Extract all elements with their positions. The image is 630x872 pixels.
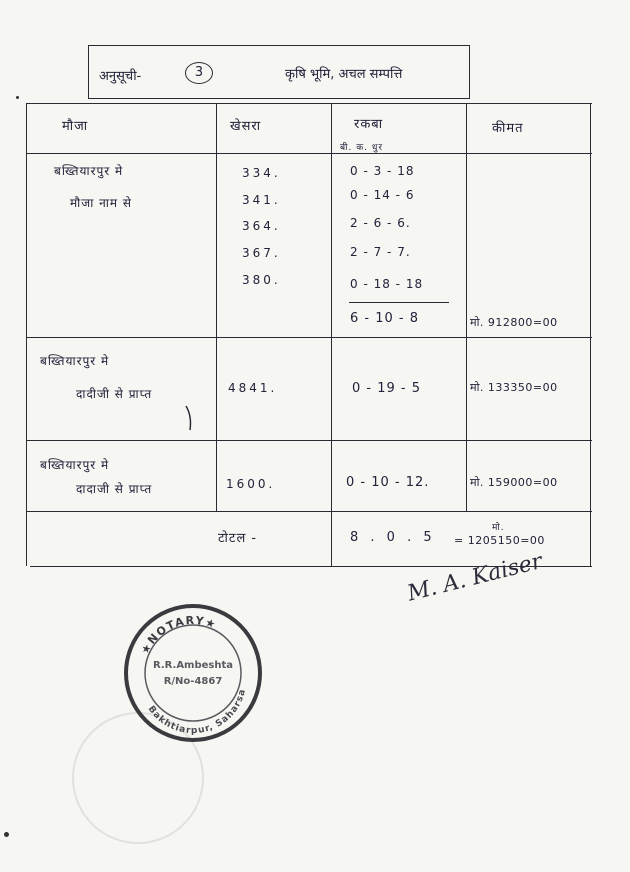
table-top-border <box>26 103 592 104</box>
row2-village-line1: बख्तियारपुर मे <box>40 354 110 368</box>
row-divider-1 <box>26 337 592 338</box>
row1-area: 2 - 7 - 7. <box>350 245 411 259</box>
row1-area-total: 6 - 10 - 8 <box>350 311 419 326</box>
schedule-title: कृषि भूमि, अचल सम्पत्ति <box>285 67 403 82</box>
table-right-border <box>590 103 591 566</box>
row3-village-line2: दादाजी से प्राप्त <box>76 482 153 496</box>
row-divider-2 <box>26 440 592 441</box>
row1-khesra: 367. <box>242 246 281 260</box>
schedule-header-box <box>88 45 470 99</box>
total-label: टोटल - <box>218 531 258 546</box>
total-area: 8 . 0 . 5 <box>350 530 436 545</box>
row1-area: 0 - 18 - 18 <box>350 277 424 291</box>
table-left-border <box>26 103 27 566</box>
stamp-place: Bakhtiarpur, Saharsa <box>145 687 249 737</box>
col-header-khesra: खेसरा <box>230 119 262 134</box>
tick-mark-icon <box>182 400 202 436</box>
col-header-area-units: बी. क. धुर <box>340 143 384 153</box>
row3-khesra: 1600. <box>226 477 276 491</box>
col-divider-village <box>216 103 217 511</box>
col-divider-khesra <box>331 103 332 566</box>
schedule-number: 3 <box>185 62 213 84</box>
row3-price: मो. 159000=00 <box>470 476 558 489</box>
stamp-name: R.R.Ambeshta <box>152 660 234 671</box>
row1-khesra: 364. <box>242 219 281 233</box>
row1-khesra: 380. <box>242 273 281 287</box>
row3-area: 0 - 10 - 12. <box>346 475 430 490</box>
schedule-label: अनुसूची- <box>99 69 142 84</box>
row1-area: 0 - 14 - 6 <box>350 188 415 202</box>
row2-area: 0 - 19 - 5 <box>352 381 421 396</box>
row1-village-line2: मौजा नाम से <box>70 196 132 210</box>
stamp-ring-text: ★NOTARY★ <box>138 613 219 657</box>
row-divider-3 <box>26 511 592 512</box>
row3-village-line1: बख्तियारपुर मे <box>40 458 110 472</box>
col-header-price: कीमत <box>492 121 524 136</box>
row2-village-line2: दादीजी से प्राप्त <box>76 387 153 401</box>
row1-price: मो. 912800=00 <box>470 316 558 329</box>
row1-khesra: 334. <box>242 166 281 180</box>
stamp-registration: R/No-4867 <box>163 676 223 687</box>
total-price: = 1205150=00 <box>454 534 545 547</box>
row1-area: 2 - 6 - 6. <box>350 216 411 230</box>
row1-area: 0 - 3 - 18 <box>350 164 415 178</box>
total-price-prefix: मो. <box>492 523 505 533</box>
scan-speck <box>16 96 19 99</box>
row1-village-line1: बख्तियारपुर मे <box>54 164 124 178</box>
row1-khesra: 341. <box>242 193 281 207</box>
scan-speck <box>4 832 9 837</box>
area-total-rule <box>349 302 449 303</box>
row2-khesra: 4841. <box>228 381 278 395</box>
notary-stamp <box>122 602 264 744</box>
table-header-divider <box>26 153 592 154</box>
col-header-area: रकबा <box>354 117 384 132</box>
col-header-village: मौजा <box>62 119 89 134</box>
col-divider-area <box>466 103 467 511</box>
row2-price: मो. 133350=00 <box>470 381 558 394</box>
signature: M. A. Kaiser <box>404 549 545 607</box>
